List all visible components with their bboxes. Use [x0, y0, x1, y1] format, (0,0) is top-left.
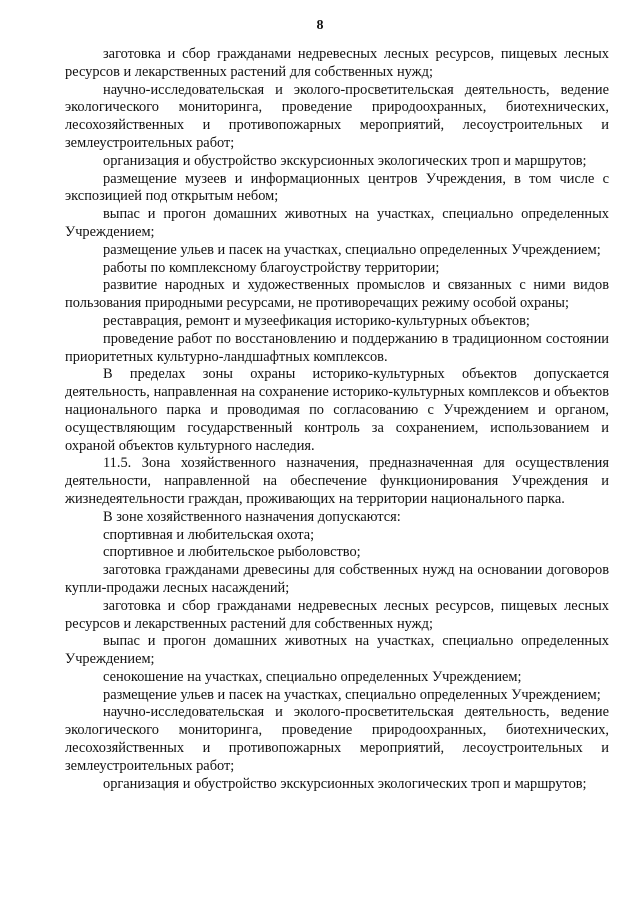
paragraph: проведение работ по восстановлению и поддержанию в традиционном состоянии приоритетных культурно-ландшафтных комплексов.	[65, 330, 609, 365]
page-number: 8	[316, 18, 324, 33]
paragraph: организация и обустройство экскурсионных экологических троп и маршрутов;	[103, 152, 587, 169]
paragraph: реставрация, ремонт и музеефикация историко-культурных объектов;	[103, 312, 530, 329]
paragraph: выпас и прогон домашних животных на участках, специально определенных Учреждением;	[65, 206, 609, 240]
section-heading-paragraph: 11.5. Зона хозяйственного назначения, предназначенная для осуществления деятельности, направленной на обеспечение функционирования Учреждения и жизнедеятельности граждан, проживающих на территории национального парка.	[65, 455, 609, 507]
paragraph: выпас и прогон домашних животных на участках, специально определенных Учреждением;	[65, 633, 609, 668]
paragraph: сенокошение на участках, специально определенных Учреждением;	[103, 668, 522, 685]
paragraph: заготовка гражданами древесины для собственных нужд на основании договоров купли-продажи лесных насаждений;	[65, 562, 609, 596]
paragraph: В зоне хозяйственного назначения допускаются:	[103, 508, 401, 525]
paragraph: спортивная и любительская охота;	[103, 526, 315, 543]
paragraph: научно-исследовательская и эколого-просветительская деятельность, ведение экологического мониторинга, проведение природоохранных, биотехнических, лесохозяйственных и противопожарных мероприятий, лесоустроительных и землеустроительных работ;	[65, 704, 609, 774]
paragraph: работы по комплексному благоустройству территории;	[103, 259, 440, 276]
paragraph: размещение ульев и пасек на участках, специально определенных Учреждением;	[103, 686, 601, 703]
paragraph: размещение ульев и пасек на участках, специально определенных Учреждением;	[103, 241, 601, 258]
paragraph: заготовка и сбор гражданами недревесных лесных ресурсов, пищевых лесных ресурсов и лекарственных растений для собственных нужд;	[65, 597, 609, 632]
paragraph: размещение музеев и информационных центров Учреждения, в том числе с экспозицией под открытым небом;	[65, 170, 609, 205]
paragraph: заготовка и сбор гражданами недревесных лесных ресурсов, пищевых лесных ресурсов и лекарственных растений для собственных нужд;	[65, 46, 609, 80]
paragraph: научно-исследовательская и эколого-просветительская деятельность, ведение экологического мониторинга, проведение природоохранных, биотехнических, лесохозяйственных и противопожарных мероприятий, лесоустроительных и землеустроительных работ;	[65, 81, 609, 151]
paragraph: организация и обустройство экскурсионных экологических троп и маршрутов;	[103, 775, 587, 792]
document-body	[65, 46, 609, 793]
paragraph: спортивное и любительское рыболовство;	[103, 544, 361, 561]
paragraph: развитие народных и художественных промыслов и связанных с ними видов пользования природными ресурсами, не противоречащих режиму особой охраны;	[65, 277, 609, 312]
paragraph: В пределах зоны охраны историко-культурных объектов допускается деятельность, направленная на сохранение историко-культурных комплексов и объектов национального парка и проводимая по согласованию с Учреждением и органом, осуществляющим государственный контроль за сохранением, использованием и охраной объектов культурного наследия.	[65, 366, 609, 454]
